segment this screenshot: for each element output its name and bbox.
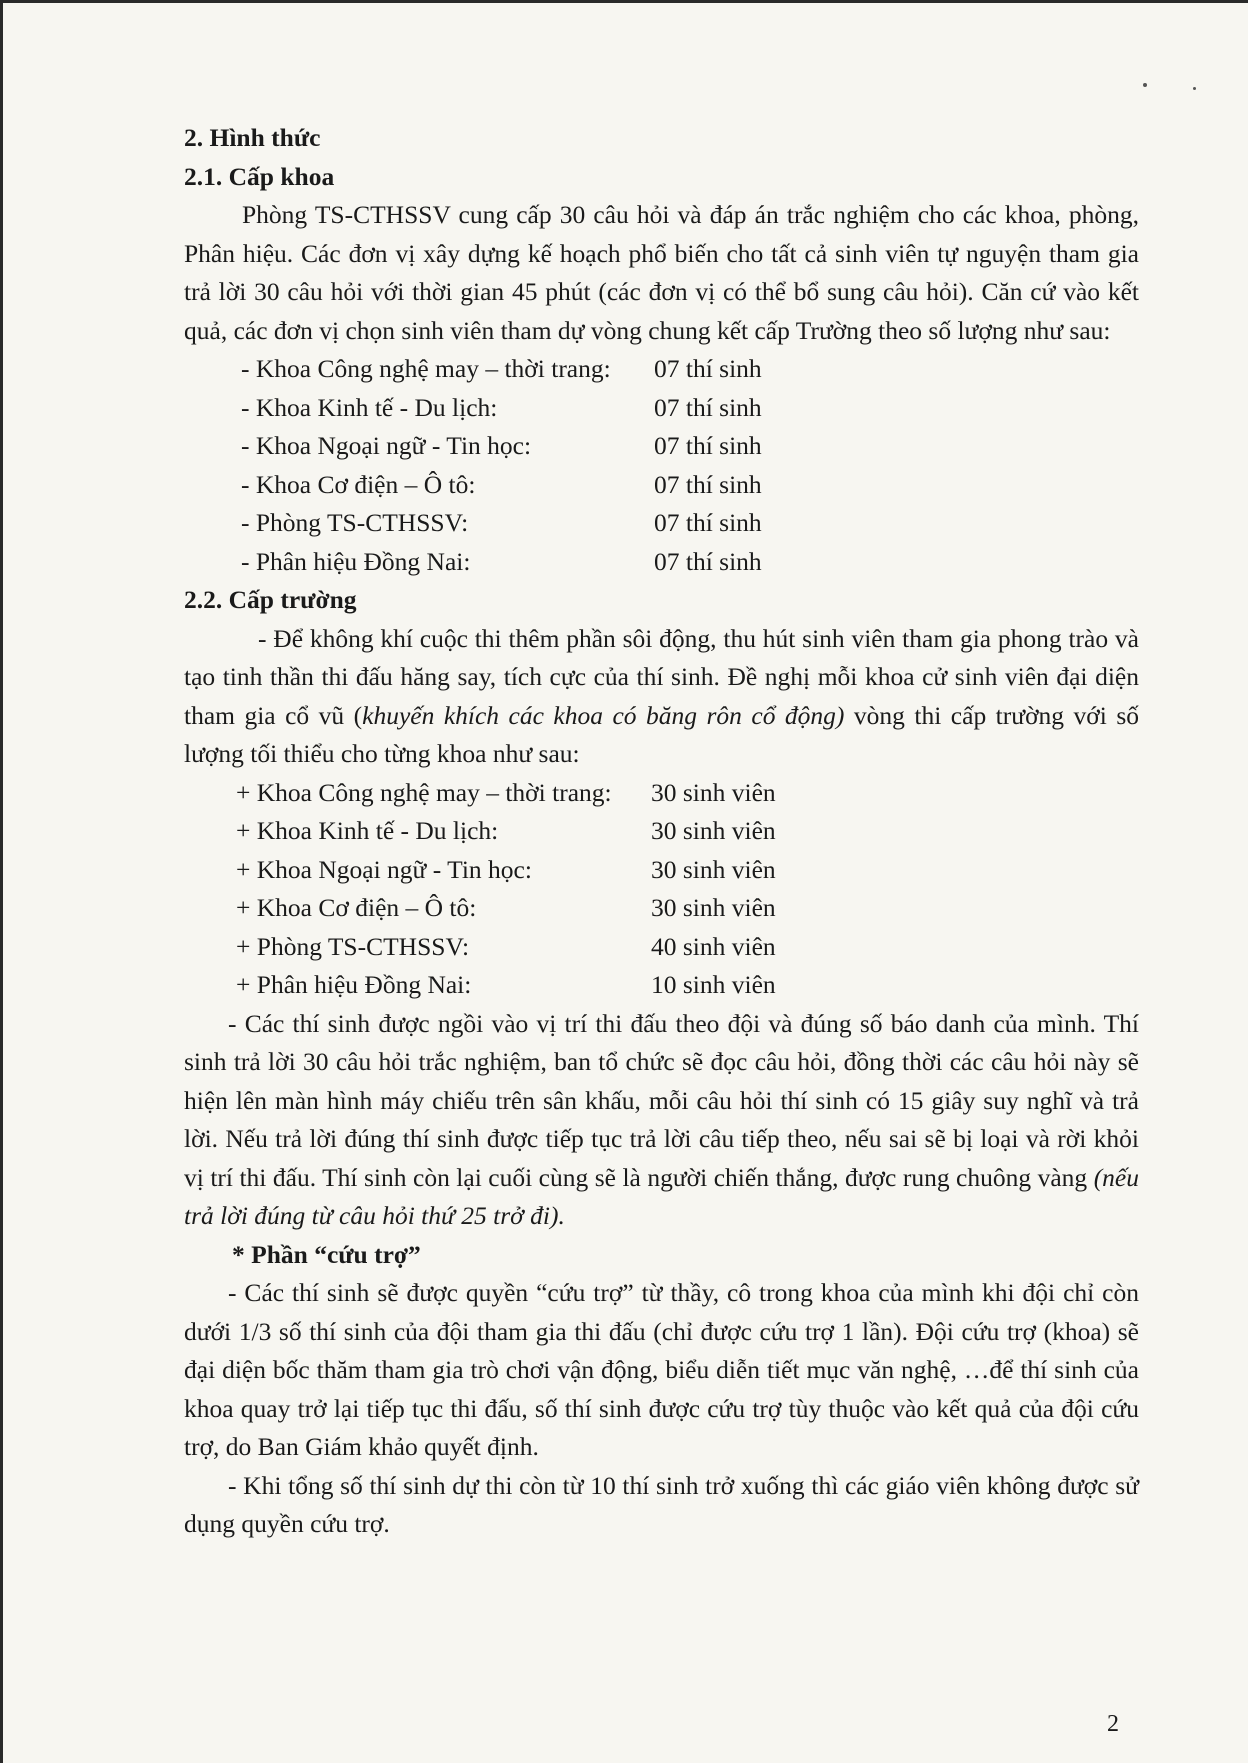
- document-body: [184, 119, 1139, 1544]
- list-item: [184, 389, 1139, 428]
- subsection-title-school: 2.2. Cấp trường: [184, 585, 357, 614]
- list-item-label: - Khoa Ngoại ngữ - Tin học:: [241, 431, 532, 460]
- list-item-value: 07 thí sinh: [654, 354, 762, 383]
- paragraph-text: - Để không khí cuộc thi thêm phần sôi động, thu hút sinh viên tham gia phong trào và tạo tinh thần thi đấu hăng say, tích cực của thí sinh. Đề nghị mỗi khoa cử sinh viên đại diện tham gia cổ vũ (: [184, 623, 1139, 730]
- list-item: [184, 774, 1139, 813]
- cheer-quota-list: [184, 774, 1139, 1005]
- list-item-label: + Phân hiệu Đồng Nai:: [236, 970, 472, 999]
- rescue-section-title: * Phần “cứu trợ”: [232, 1239, 421, 1269]
- list-item-value: 30 sinh viên: [651, 854, 776, 884]
- list-item: [184, 427, 1139, 466]
- scan-speck: [1193, 87, 1196, 90]
- school-level-paragraph: [184, 620, 1139, 774]
- list-item-value: 30 sinh viên: [651, 777, 776, 807]
- paragraph-text: - Các thí sinh được ngồi vào vị trí thi đấu theo đội và đúng số báo danh của mình. Thí sinh trả lời 30 câu hỏi trắc nghiệm, ban tổ chức sẽ đọc câu hỏi, đồng thời các câu hỏi này sẽ hiện lên màn hình máy chiếu trên sân khấu, mỗi câu hỏi thí sinh có 15 giây suy nghĩ và trả lời. Nếu trả lời đúng thí sinh được tiếp tục trả lời câu tiếp theo, nếu sai sẽ bị loại và rời khỏi vị trí thi đấu. Thí sinh còn lại cuối cùng sẽ là người chiến thắng, được rung chuông vàng: [184, 1008, 1139, 1192]
- competition-rules-paragraph: [184, 1005, 1139, 1236]
- faculty-level-paragraph: Phòng TS-CTHSSV cung cấp 30 câu hỏi và đáp án trắc nghiệm cho các khoa, phòng, Phân hiệu. Các đơn vị xây dựng kế hoạch phổ biến cho tất cả sinh viên tự nguyện tham gia trả lời 30 câu hỏi với thời gian 45 phút (các đơn vị có thể bổ sung câu hỏi). Căn cứ vào kết quả, các đơn vị chọn sinh viên tham dự vòng chung kết cấp Trường theo số lượng như sau:: [184, 200, 1139, 345]
- list-item-value: 07 thí sinh: [654, 431, 762, 460]
- rescue-paragraph: - Các thí sinh sẽ được quyền “cứu trợ” từ thầy, cô trong khoa của mình khi đội chỉ còn dưới 1/3 số thí sinh của đội tham gia thi đấu (chỉ được cứu trợ 1 lần). Đội cứu trợ (khoa) sẽ đại diện bốc thăm tham gia trò chơi vận động, biểu diễn tiết mục văn nghệ, …để thí sinh của khoa quay trở lại tiếp tục thi đấu, số thí sinh được cứu trợ tùy thuộc vào kết quả của đội cứu trợ, do Ban Giám khảo quyết định.: [184, 1278, 1139, 1461]
- list-item-label: - Khoa Công nghệ may – thời trang:: [241, 354, 611, 383]
- list-item-label: + Khoa Ngoại ngữ - Tin học:: [236, 854, 532, 884]
- rescue-limit-paragraph: - Khi tổng số thí sinh dự thi còn từ 10 thí sinh trở xuống thì các giáo viên không được sử dụng quyền cứu trợ.: [184, 1470, 1139, 1538]
- paragraph-italic-text: khuyến khích các khoa có băng rôn cổ động): [362, 700, 845, 730]
- list-item: [184, 812, 1139, 851]
- list-item-value: 07 thí sinh: [654, 469, 762, 499]
- paragraph-text: vòng thi cấp trường với số lượng tối thiểu cho từng khoa như sau:: [184, 700, 1140, 768]
- list-item: [184, 889, 1139, 928]
- list-item-label: + Phòng TS-CTHSSV:: [236, 931, 470, 961]
- paragraph-italic-text: (nếu trả lời đúng từ câu hỏi thứ 25 trở đi).: [184, 1162, 1139, 1230]
- faculty-quota-list: [184, 350, 1139, 581]
- list-item-value: 40 sinh viên: [651, 931, 776, 961]
- list-item-label: - Khoa Cơ điện – Ô tô:: [241, 469, 476, 499]
- list-item-value: 30 sinh viên: [651, 893, 776, 922]
- list-item: [184, 466, 1139, 505]
- list-item-label: - Phân hiệu Đồng Nai:: [241, 546, 471, 576]
- list-item: [184, 966, 1139, 1005]
- subsection-title-faculty: 2.1. Cấp khoa: [184, 161, 335, 191]
- list-item: [184, 543, 1139, 582]
- list-item-label: - Khoa Kinh tế - Du lịch:: [241, 392, 498, 422]
- list-item: [184, 504, 1139, 543]
- list-item-value: 07 thí sinh: [654, 508, 762, 537]
- list-item-label: + Khoa Kinh tế - Du lịch:: [236, 816, 499, 845]
- section-title: 2. Hình thức: [184, 123, 321, 152]
- scan-speck: [1143, 83, 1147, 87]
- list-item-value: 10 sinh viên: [651, 970, 776, 999]
- list-item: [184, 350, 1139, 389]
- list-item-label: + Khoa Công nghệ may – thời trang:: [236, 777, 612, 807]
- list-item-value: 30 sinh viên: [651, 816, 776, 845]
- list-item: [184, 851, 1139, 890]
- list-item-label: + Khoa Cơ điện – Ô tô:: [236, 893, 477, 922]
- list-item-label: - Phòng TS-CTHSSV:: [241, 508, 469, 537]
- list-item-value: 07 thí sinh: [654, 392, 762, 422]
- list-item: [184, 928, 1139, 967]
- list-item-value: 07 thí sinh: [654, 546, 762, 576]
- page-number: 2: [1107, 1711, 1119, 1737]
